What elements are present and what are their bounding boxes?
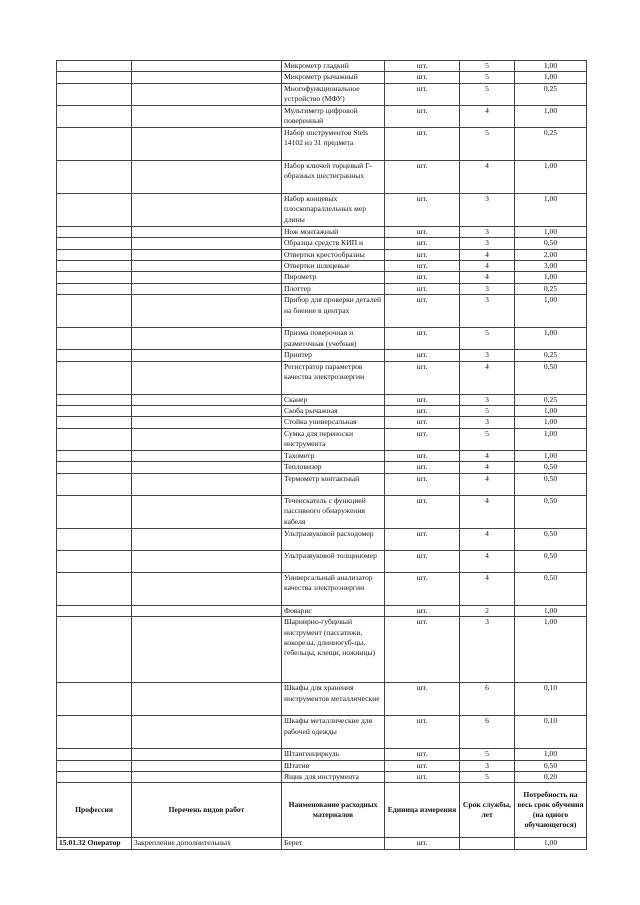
profession-cell <box>57 428 132 450</box>
unit-cell: шт. <box>385 295 460 328</box>
equipment-name-cell: Мультиметр цифровой поверенный <box>282 105 385 127</box>
need-cell: 0,25 <box>515 83 587 105</box>
table-row <box>57 683 587 716</box>
work-type-cell: Закрепление дополнительных <box>132 838 282 849</box>
unit-cell: шт. <box>385 495 460 528</box>
profession-cell <box>57 572 132 605</box>
work-type-cell <box>132 450 282 461</box>
profession-cell <box>57 617 132 683</box>
equipment-name-cell: Регистратор параметров качества электроэнергии <box>282 361 385 394</box>
service-life-cell: 5 <box>460 771 515 782</box>
profession-cell <box>57 406 132 417</box>
service-life-cell: 4 <box>460 450 515 461</box>
table-row <box>57 295 587 328</box>
service-life-cell: 5 <box>460 428 515 450</box>
equipment-name-cell: Скоба рычажная <box>282 406 385 417</box>
equipment-name-cell: Тепловизор <box>282 462 385 473</box>
table-row <box>57 328 587 350</box>
profession-cell <box>57 283 132 294</box>
equipment-name-cell: Образцы средств КИП и <box>282 238 385 249</box>
work-type-cell <box>132 495 282 528</box>
need-cell: 0,50 <box>515 550 587 572</box>
work-type-cell <box>132 226 282 237</box>
header-service-life: Срок службы, лет <box>460 783 515 838</box>
equipment-table <box>56 60 587 850</box>
work-type-cell <box>132 193 282 226</box>
profession-cell <box>57 771 132 782</box>
unit-cell: шт. <box>385 328 460 350</box>
equipment-table-body <box>57 61 587 850</box>
work-type-cell <box>132 127 282 160</box>
need-cell: 0,50 <box>515 361 587 394</box>
service-life-cell: 5 <box>460 83 515 105</box>
work-type-cell <box>132 428 282 450</box>
need-cell: 1,00 <box>515 428 587 450</box>
table-row <box>57 394 587 405</box>
unit-cell: шт. <box>385 394 460 405</box>
work-type-cell <box>132 295 282 328</box>
profession-cell <box>57 249 132 260</box>
unit-cell: шт. <box>385 605 460 616</box>
profession-cell <box>57 328 132 350</box>
unit-cell: шт. <box>385 760 460 771</box>
need-cell: 1,00 <box>515 295 587 328</box>
table-row <box>57 350 587 361</box>
equipment-name-cell: Фоварис <box>282 605 385 616</box>
profession-cell <box>57 193 132 226</box>
need-cell: 1,00 <box>515 72 587 83</box>
table-row <box>57 495 587 528</box>
service-life-cell: 4 <box>460 473 515 495</box>
table-row <box>57 572 587 605</box>
profession-cell <box>57 72 132 83</box>
need-cell: 1,00 <box>515 61 587 72</box>
unit-cell: шт. <box>385 61 460 72</box>
profession-cell <box>57 450 132 461</box>
equipment-name-cell: Ультразвуковой толщиномер <box>282 550 385 572</box>
profession-cell <box>57 160 132 193</box>
profession-cell <box>57 417 132 428</box>
equipment-name-cell: Прибор для проверки деталей на биение в центрах <box>282 295 385 328</box>
need-cell: 3,00 <box>515 261 587 272</box>
table-row <box>57 105 587 127</box>
table-row <box>57 550 587 572</box>
work-type-cell <box>132 550 282 572</box>
work-type-cell <box>132 361 282 394</box>
need-cell: 1,00 <box>515 406 587 417</box>
work-type-cell <box>132 605 282 616</box>
work-type-cell <box>132 61 282 72</box>
work-type-cell <box>132 394 282 405</box>
unit-cell: шт. <box>385 716 460 749</box>
table-row <box>57 605 587 616</box>
table-row <box>57 127 587 160</box>
work-type-cell <box>132 261 282 272</box>
unit-cell: шт. <box>385 406 460 417</box>
service-life-cell: 4 <box>460 572 515 605</box>
unit-cell: шт. <box>385 72 460 83</box>
work-type-cell <box>132 473 282 495</box>
work-type-cell <box>132 683 282 716</box>
unit-cell: шт. <box>385 127 460 160</box>
unit-cell: шт. <box>385 226 460 237</box>
equipment-name-cell: Течеискатель с функцией пассивного обнаружения кабеля <box>282 495 385 528</box>
equipment-name-cell: Микрометр рычажный <box>282 72 385 83</box>
equipment-name-cell: Набор концевых плоскопараллельных мер длины <box>282 193 385 226</box>
service-life-cell: 4 <box>460 462 515 473</box>
profession-cell <box>57 550 132 572</box>
profession-cell <box>57 528 132 550</box>
profession-cell <box>57 83 132 105</box>
service-life-cell: 4 <box>460 528 515 550</box>
unit-cell: шт. <box>385 749 460 760</box>
work-type-cell <box>132 272 282 283</box>
table-row <box>57 450 587 461</box>
profession-cell <box>57 749 132 760</box>
profession-cell <box>57 272 132 283</box>
profession-cell <box>57 462 132 473</box>
table-row <box>57 838 587 849</box>
work-type-cell <box>132 283 282 294</box>
need-cell: 0,50 <box>515 238 587 249</box>
service-life-cell: 5 <box>460 406 515 417</box>
service-life-cell: 3 <box>460 283 515 294</box>
profession-cell <box>57 716 132 749</box>
equipment-name-cell: Ультразвуковой расходомер <box>282 528 385 550</box>
service-life-cell: 3 <box>460 238 515 249</box>
table-row <box>57 83 587 105</box>
header-unit: Единица измерения <box>385 783 460 838</box>
need-cell: 0,50 <box>515 495 587 528</box>
equipment-name-cell: Штатив <box>282 760 385 771</box>
work-type-cell <box>132 528 282 550</box>
header-materials: Наименование расходных материалов <box>282 783 385 838</box>
table-row <box>57 61 587 72</box>
need-cell: 0,25 <box>515 127 587 160</box>
need-cell: 0,25 <box>515 350 587 361</box>
service-life-cell: 2 <box>460 605 515 616</box>
service-life-cell: 5 <box>460 61 515 72</box>
need-cell: 0,25 <box>515 283 587 294</box>
need-cell: 0,50 <box>515 572 587 605</box>
table-row <box>57 428 587 450</box>
service-life-cell: 4 <box>460 272 515 283</box>
table-row <box>57 473 587 495</box>
equipment-name-cell: Шкафы металлические для рабочей одежды <box>282 716 385 749</box>
profession-cell: 15.01.32 Оператор <box>57 838 132 849</box>
service-life-cell: 5 <box>460 749 515 760</box>
work-type-cell <box>132 462 282 473</box>
need-cell: 1,00 <box>515 450 587 461</box>
unit-cell: шт. <box>385 417 460 428</box>
profession-cell <box>57 61 132 72</box>
need-cell: 1,00 <box>515 272 587 283</box>
table-row <box>57 160 587 193</box>
profession-cell <box>57 226 132 237</box>
need-cell: 1,00 <box>515 328 587 350</box>
equipment-name-cell: Термометр контактный <box>282 473 385 495</box>
profession-cell <box>57 760 132 771</box>
work-type-cell <box>132 771 282 782</box>
work-type-cell <box>132 760 282 771</box>
service-life-cell: 4 <box>460 495 515 528</box>
service-life-cell: 6 <box>460 716 515 749</box>
profession-cell <box>57 394 132 405</box>
service-life-cell: 4 <box>460 160 515 193</box>
profession-cell <box>57 238 132 249</box>
table-row <box>57 193 587 226</box>
unit-cell: шт. <box>385 450 460 461</box>
work-type-cell <box>132 160 282 193</box>
unit-cell: шт. <box>385 83 460 105</box>
header-work-types: Перечень видов работ <box>132 783 282 838</box>
equipment-name-cell: Стойка универсальная <box>282 417 385 428</box>
profession-cell <box>57 605 132 616</box>
need-cell: 1,00 <box>515 193 587 226</box>
table-row <box>57 749 587 760</box>
unit-cell: шт. <box>385 617 460 683</box>
equipment-name-cell: Нож монтажный <box>282 226 385 237</box>
need-cell: 1,00 <box>515 160 587 193</box>
equipment-name-cell: Тахометр <box>282 450 385 461</box>
table-row <box>57 617 587 683</box>
table-row <box>57 261 587 272</box>
unit-cell: шт. <box>385 528 460 550</box>
table-row <box>57 716 587 749</box>
table-row <box>57 272 587 283</box>
service-life-cell: 4 <box>460 261 515 272</box>
service-life-cell: 4 <box>460 249 515 260</box>
equipment-name-cell: Многофункциональное устройство (МФУ) <box>282 83 385 105</box>
unit-cell: шт. <box>385 238 460 249</box>
unit-cell: шт. <box>385 428 460 450</box>
unit-cell: шт. <box>385 771 460 782</box>
need-cell: 0,25 <box>515 394 587 405</box>
unit-cell: шт. <box>385 261 460 272</box>
service-life-cell: 3 <box>460 394 515 405</box>
equipment-name-cell: Принтер <box>282 350 385 361</box>
equipment-name-cell: Отвертки крестообразны <box>282 249 385 260</box>
table-row <box>57 760 587 771</box>
service-life-cell: 4 <box>460 105 515 127</box>
unit-cell: шт. <box>385 160 460 193</box>
table-row <box>57 283 587 294</box>
table-row <box>57 771 587 782</box>
need-cell: 1,00 <box>515 417 587 428</box>
unit-cell: шт. <box>385 361 460 394</box>
need-cell: 1,00 <box>515 226 587 237</box>
service-life-cell: 3 <box>460 226 515 237</box>
need-cell: 0,50 <box>515 528 587 550</box>
work-type-cell <box>132 238 282 249</box>
service-life-cell: 4 <box>460 550 515 572</box>
need-cell: 0,10 <box>515 716 587 749</box>
work-type-cell <box>132 406 282 417</box>
profession-cell <box>57 127 132 160</box>
need-cell: 0,10 <box>515 683 587 716</box>
service-life-cell: 6 <box>460 683 515 716</box>
equipment-name-cell: Пирометр <box>282 272 385 283</box>
header-need: Потребность на весь срок обучения (на одного обучающегося) <box>515 783 587 838</box>
table-row <box>57 462 587 473</box>
work-type-cell <box>132 749 282 760</box>
equipment-name-cell: Микрометр гладкий <box>282 61 385 72</box>
profession-cell <box>57 495 132 528</box>
unit-cell: шт. <box>385 350 460 361</box>
service-life-cell: 3 <box>460 193 515 226</box>
service-life-cell: 5 <box>460 72 515 83</box>
need-cell: 1,00 <box>515 617 587 683</box>
unit-cell: шт. <box>385 572 460 605</box>
equipment-name-cell: Штангенциркуль <box>282 749 385 760</box>
work-type-cell <box>132 72 282 83</box>
need-cell: 2,00 <box>515 249 587 260</box>
need-cell: 0,50 <box>515 462 587 473</box>
need-cell: 1,00 <box>515 749 587 760</box>
profession-cell <box>57 683 132 716</box>
unit-cell: шт. <box>385 473 460 495</box>
work-type-cell <box>132 417 282 428</box>
service-life-cell: 3 <box>460 417 515 428</box>
unit-cell: шт. <box>385 550 460 572</box>
unit-cell: шт. <box>385 838 460 849</box>
profession-cell <box>57 261 132 272</box>
service-life-cell <box>460 838 515 849</box>
equipment-name-cell: Призма поверочная и разметочная (учебная) <box>282 328 385 350</box>
work-type-cell <box>132 350 282 361</box>
table-row <box>57 238 587 249</box>
unit-cell: шт. <box>385 462 460 473</box>
service-life-cell: 3 <box>460 617 515 683</box>
unit-cell: шт. <box>385 683 460 716</box>
profession-cell <box>57 350 132 361</box>
need-cell: 0,20 <box>515 771 587 782</box>
equipment-name-cell: Универсальный анализатор качества электроэнергии <box>282 572 385 605</box>
work-type-cell <box>132 716 282 749</box>
table-row <box>57 528 587 550</box>
profession-cell <box>57 105 132 127</box>
need-cell: 0,50 <box>515 473 587 495</box>
equipment-name-cell: Шарнирно-губцевый инструмент (пассатижи, кокорезы, длинногуб-цы, гебельцы, клещи, ножницы) <box>282 617 385 683</box>
equipment-name-cell: Ящик для инструмента <box>282 771 385 782</box>
service-life-cell: 4 <box>460 361 515 394</box>
unit-cell: шт. <box>385 272 460 283</box>
unit-cell: шт. <box>385 193 460 226</box>
service-life-cell: 3 <box>460 350 515 361</box>
table-row <box>57 72 587 83</box>
need-cell: 0,50 <box>515 760 587 771</box>
work-type-cell <box>132 617 282 683</box>
table-row <box>57 249 587 260</box>
work-type-cell <box>132 572 282 605</box>
unit-cell: шт. <box>385 283 460 294</box>
service-life-cell: 5 <box>460 127 515 160</box>
table-row <box>57 417 587 428</box>
service-life-cell: 3 <box>460 760 515 771</box>
unit-cell: шт. <box>385 105 460 127</box>
need-cell: 1,00 <box>515 105 587 127</box>
need-cell: 1,00 <box>515 838 587 849</box>
profession-cell <box>57 295 132 328</box>
profession-cell <box>57 473 132 495</box>
need-cell: 1,00 <box>515 605 587 616</box>
service-life-cell: 5 <box>460 328 515 350</box>
header-profession: Профессия <box>57 783 132 838</box>
table-row <box>57 406 587 417</box>
equipment-name-cell: Отвертки шлицевые <box>282 261 385 272</box>
table-row <box>57 361 587 394</box>
material-name-cell: Берет <box>282 838 385 849</box>
equipment-name-cell: Плоттер <box>282 283 385 294</box>
equipment-name-cell: Шкафы для хранения инструментов металлические <box>282 683 385 716</box>
work-type-cell <box>132 83 282 105</box>
work-type-cell <box>132 105 282 127</box>
table-header-row <box>57 783 587 838</box>
work-type-cell <box>132 328 282 350</box>
equipment-name-cell: Сумка для переноски инструмента <box>282 428 385 450</box>
equipment-name-cell: Набор инструментов Stels 14102 из 31 предмета <box>282 127 385 160</box>
equipment-name-cell: Набор ключей торцевый Г-образных шестигранных <box>282 160 385 193</box>
table-row <box>57 226 587 237</box>
work-type-cell <box>132 249 282 260</box>
unit-cell: шт. <box>385 249 460 260</box>
service-life-cell: 3 <box>460 295 515 328</box>
equipment-name-cell: Сканер <box>282 394 385 405</box>
profession-cell <box>57 361 132 394</box>
